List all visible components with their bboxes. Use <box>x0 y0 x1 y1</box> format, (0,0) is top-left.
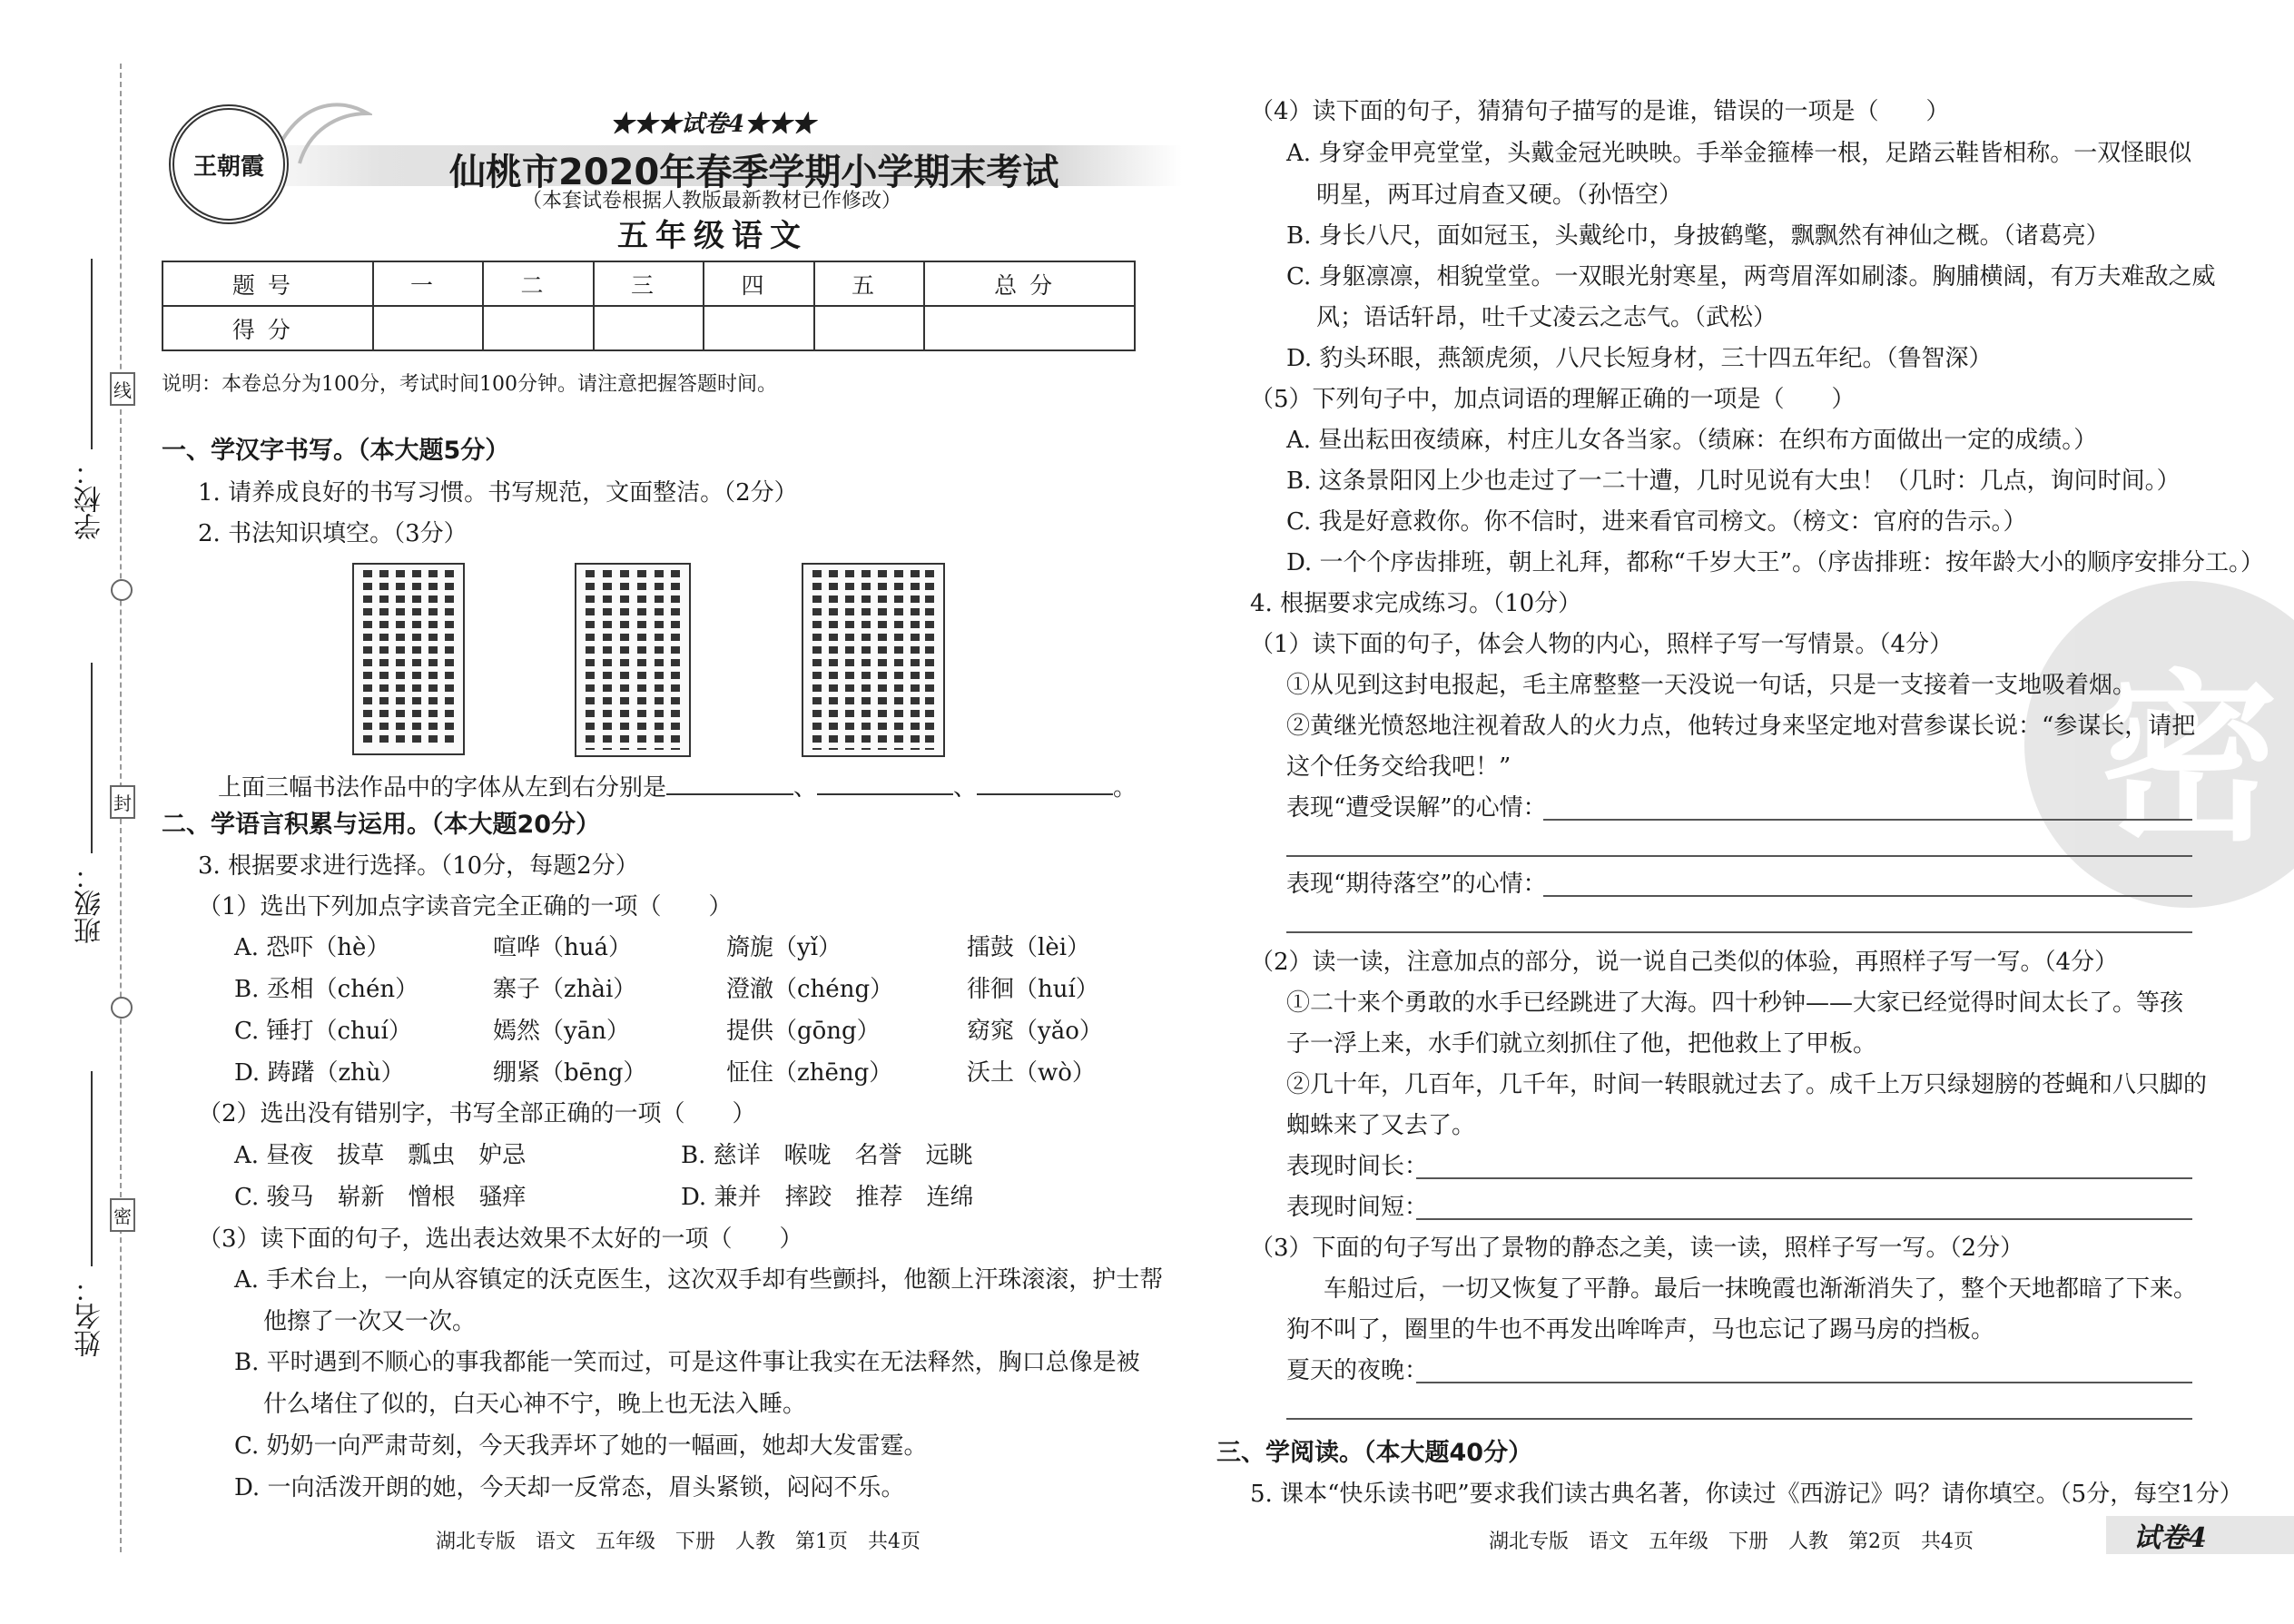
binding-ring <box>111 997 133 1019</box>
option-word: 嫣然（yān） <box>493 1018 630 1045</box>
option-word: 窈窕（yǎo） <box>967 1018 1103 1045</box>
score-input[interactable] <box>483 306 594 350</box>
option-continued: 他擦了一次又一次。 <box>263 1308 477 1335</box>
question-2-prompt: 上面三幅书法作品中的字体从左到右分别是 <box>218 774 667 802</box>
example-sentence-continued: 狗不叫了，圈里的牛也不再发出哞哞声，马也忘记了踢马房的挡板。 <box>1286 1316 1995 1343</box>
option[interactable]: A. 昼出耘田夜绩麻，村庄儿女各当家。（绩麻：在织布方面做出一定的成绩。） <box>1286 427 2098 454</box>
option[interactable]: B. 丞相（chén） <box>234 976 419 1003</box>
option[interactable]: D. 兼并 摔跤 推荐 连绵 <box>681 1184 974 1211</box>
question-4: 4. 根据要求完成练习。（10分） <box>1250 590 1582 617</box>
score-input[interactable] <box>373 306 484 350</box>
example-sentence: ②黄继光愤怒地注视着敌人的火力点，他转过身来坚定地对营参谋长说：“参谋长，请把 <box>1286 713 2196 740</box>
option[interactable]: D. 一个个序齿排班，朝上礼拜，都称“千岁大王”。（序齿排班：按年龄大小的顺序安排分工。） <box>1286 549 2265 576</box>
class-label: 班级： <box>74 862 106 944</box>
score-cell: 得分 <box>162 306 373 350</box>
option-word: 旖旎（yǐ） <box>726 934 842 961</box>
question-3: 3. 根据要求进行选择。（10分，每题2分） <box>198 852 639 880</box>
question-3-4: （4）读下面的句子，猜猜句子描写的是谁，错误的一项是（ ） <box>1250 98 1950 125</box>
answer-prompt: 夏天的夜晚： <box>1286 1357 1429 1384</box>
calligraphy-sample-1 <box>352 563 465 755</box>
secret-seal-text: 密 <box>2096 654 2279 866</box>
question-2: 2. 书法知识填空。（3分） <box>198 520 468 547</box>
score-input[interactable] <box>704 306 814 350</box>
secret-seal <box>2024 581 2294 908</box>
option[interactable]: A. 恐吓（hè） <box>234 934 390 961</box>
question-2-fill <box>218 770 1137 805</box>
separator: 、 <box>953 774 978 802</box>
answer-line[interactable] <box>1416 1177 2192 1179</box>
question-3-5: （5）下列句子中，加点词语的理解正确的一项是（ ） <box>1250 386 1856 413</box>
option[interactable]: D. 踌躇（zhù） <box>234 1059 405 1087</box>
option[interactable]: B. 身长八尺，面如冠玉，头戴纶巾，身披鹤氅，飘飘然有神仙之概。（诸葛亮） <box>1286 222 2110 250</box>
paper-badge-text: 试卷4 <box>2133 1522 2207 1554</box>
question-1: 1. 请养成良好的书写习惯。书写规范，文面整洁。（2分） <box>198 479 798 507</box>
answer-prompt: 表现时间短： <box>1286 1194 1429 1221</box>
class-line <box>91 663 93 853</box>
option[interactable]: B. 平时遇到不顺心的事我都能一笑而过，可是这件事让我实在无法释然，胸口总像是被 <box>234 1349 1140 1376</box>
option-row <box>234 930 389 965</box>
option[interactable]: B. 这条景阳冈上少也走过了一二十遭，几时见说有大虫！（几时：几点，询问时间。） <box>1286 468 2181 495</box>
option-word: 喧哗（huá） <box>493 934 632 961</box>
question-3-3: （3）读下面的句子，选出表达效果不太好的一项（ ） <box>198 1225 803 1253</box>
answer-line[interactable] <box>1543 895 2192 897</box>
score-cell: 五 <box>814 261 925 306</box>
answer-prompt: 表现“遭受误解”的心情： <box>1286 794 1547 822</box>
option[interactable]: A. 手术台上，一向从容镇定的沃克医生，这次双手却有些颤抖，他额上汗珠滚滚，护士帮 <box>234 1266 1164 1294</box>
school-label: 学校： <box>74 458 106 540</box>
answer-line[interactable] <box>1543 819 2192 821</box>
section-2-title: 二、学语言积累与运用。（本大题20分） <box>162 811 601 839</box>
footer-right: 湖北专版 语文 五年级 下册 人教 第2页 共4页 <box>1489 1530 1974 1553</box>
answer-line[interactable] <box>1416 1218 2192 1220</box>
school-line <box>91 259 93 449</box>
option-word: 寨子（zhài） <box>493 976 637 1003</box>
option[interactable]: A. 昼夜 拔草 瓢虫 妒忌 <box>234 1142 527 1169</box>
option[interactable]: C. 身躯凛凛，相貌堂堂。一双眼光射寒星，两弯眉浑如刷漆。胸脯横阔，有万夫难敌之威 <box>1286 263 2216 290</box>
option[interactable]: C. 锤打（chuí） <box>234 1018 412 1045</box>
section-1-title: 一、学汉字书写。（本大题5分） <box>162 437 510 465</box>
answer-line[interactable] <box>1286 855 2192 857</box>
option-word: 怔住（zhēng） <box>726 1059 893 1087</box>
cut-mark-mi: 密 <box>110 1198 135 1232</box>
option-word: 徘徊（huí） <box>967 976 1099 1003</box>
separator: 、 <box>793 774 818 802</box>
paper-series: ★★★试卷4★★★ <box>610 111 816 138</box>
option-continued: 明星，两耳过肩查又硬。（孙悟空） <box>1316 182 1683 209</box>
question-3-2: （2）选出没有错别字，书写全部正确的一项（ ） <box>198 1100 756 1127</box>
answer-blank[interactable] <box>666 770 793 795</box>
cut-mark-xian: 线 <box>110 372 135 406</box>
option[interactable]: C. 我是好意救你。你不信时，进来看官司榜文。（榜文：官府的告示。） <box>1286 508 2027 536</box>
score-table <box>162 261 1136 351</box>
option-word: 提供（gōng） <box>726 1018 881 1045</box>
score-cell: 总分 <box>924 261 1135 306</box>
question-5: 5. 课本“快乐读书吧”要求我们读古典名著，你读过《西游记》吗？请你填空。（5分，每空1分） <box>1250 1481 2243 1508</box>
option[interactable]: C. 奶奶一向严肃苛刻，今天我弄坏了她的一幅画，她却大发雷霆。 <box>234 1432 928 1460</box>
score-input[interactable] <box>814 306 925 350</box>
option[interactable]: B. 慈详 喉咙 名誉 远眺 <box>681 1142 973 1169</box>
name-line <box>91 1071 93 1266</box>
section-3-title: 三、学阅读。（本大题40分） <box>1216 1439 1533 1467</box>
paper-badge <box>2106 1516 2294 1554</box>
brand-logo-text: 王朝霞 <box>192 153 264 181</box>
score-input[interactable] <box>594 306 704 350</box>
footer-left: 湖北专版 语文 五年级 下册 人教 第1页 共4页 <box>436 1530 921 1553</box>
example-sentence-continued: 这个任务交给我吧！” <box>1286 753 1511 781</box>
option-row <box>234 1056 405 1090</box>
option[interactable]: D. 豹头环眼，燕颔虎须，八尺长短身材，三十四五年纪。（鲁智深） <box>1286 345 1993 372</box>
binding-ring <box>111 579 133 601</box>
calligraphy-sample-2 <box>575 563 691 757</box>
name-label: 姓名： <box>74 1275 106 1357</box>
option-word: 擂鼓（lèi） <box>967 934 1091 961</box>
question-3-1: （1）选出下列加点字读音完全正确的一项（ ） <box>198 893 733 920</box>
answer-prompt: 表现时间长： <box>1286 1153 1429 1180</box>
option-row <box>234 1014 412 1048</box>
score-cell: 一 <box>373 261 484 306</box>
example-sentence: ①从见到这封电报起，毛主席整整一天没说一句话，只是一支接着一支地吸着烟。 <box>1286 672 2137 699</box>
option-row <box>234 972 418 1007</box>
score-cell: 四 <box>704 261 814 306</box>
option-continued: 风；语话轩昂，吐千丈凌云之志气。（武松） <box>1316 304 1777 331</box>
question-4-3: （3）下面的句子写出了景物的静态之美，读一读，照样子写一写。（2分） <box>1250 1235 2024 1262</box>
example-sentence: 车船过后，一切又恢复了平静。最后一抹晚霞也渐渐消失了，整个天地都暗了下来。 <box>1324 1275 2198 1303</box>
calligraphy-sample-3 <box>802 563 945 757</box>
score-cell: 三 <box>594 261 704 306</box>
terminator: 。 <box>1113 774 1137 802</box>
example-sentence-continued: 子一浮上来，水手们就立刻抓住了他，把他救上了甲板。 <box>1286 1030 1877 1058</box>
option[interactable]: D. 一向活泼开朗的她，今天却一反常态，眉头紧锁，闷闷不乐。 <box>234 1474 905 1501</box>
answer-line[interactable] <box>1416 1382 2192 1383</box>
answer-prompt: 表现“期待落空”的心情： <box>1286 871 1547 898</box>
answer-blank[interactable] <box>817 770 953 795</box>
score-value-row <box>162 306 1135 350</box>
answer-line[interactable] <box>1286 1418 2192 1420</box>
option-word: 沃土（wò） <box>967 1059 1096 1087</box>
option-word: 澄澈（chéng） <box>726 976 894 1003</box>
example-sentence: ②几十年，几百年，几千年，时间一转眼就过去了。成千上万只绿翅膀的苍蝇和八只脚的 <box>1286 1071 2208 1098</box>
brand-logo <box>169 104 289 224</box>
instructions: 说明：本卷总分为100分，考试时间100分钟。请注意把握答题时间。 <box>162 373 777 396</box>
option-continued: 什么堵住了似的，白天心神不宁，晚上也无法入睡。 <box>263 1391 807 1418</box>
question-4-2: （2）读一读，注意加点的部分，说一说自己类似的体验，再照样子写一写。（4分） <box>1250 949 2119 976</box>
answer-blank[interactable] <box>977 770 1113 795</box>
score-header-row <box>162 261 1135 306</box>
option[interactable]: C. 骏马 崭新 憎根 骚痒 <box>234 1184 527 1211</box>
exam-note: （本套试卷根据人教版最新教材已作修改） <box>522 190 902 212</box>
example-sentence: ①二十来个勇敢的水手已经跳进了大海。四十秒钟——大家已经觉得时间太长了。等孩 <box>1286 989 2184 1017</box>
example-sentence-continued: 蜘蛛来了又去了。 <box>1286 1112 1476 1139</box>
question-4-1: （1）读下面的句子，体会人物的内心，照样子写一写情景。（4分） <box>1250 631 1954 658</box>
score-cell: 题号 <box>162 261 373 306</box>
exam-title: 仙桃市2020年春季学期小学期末考试 <box>449 152 1059 193</box>
cut-mark-feng: 封 <box>110 785 135 819</box>
option[interactable]: A. 身穿金甲亮堂堂，头戴金冠光映映。手举金箍棒一根，足踏云鞋皆相称。一双怪眼似 <box>1286 140 2192 167</box>
subject-title: 五年级语文 <box>617 218 808 254</box>
score-input[interactable] <box>924 306 1135 350</box>
option-word: 绷紧（bēng） <box>493 1059 647 1087</box>
score-cell: 二 <box>483 261 594 306</box>
answer-line[interactable] <box>1286 931 2192 933</box>
